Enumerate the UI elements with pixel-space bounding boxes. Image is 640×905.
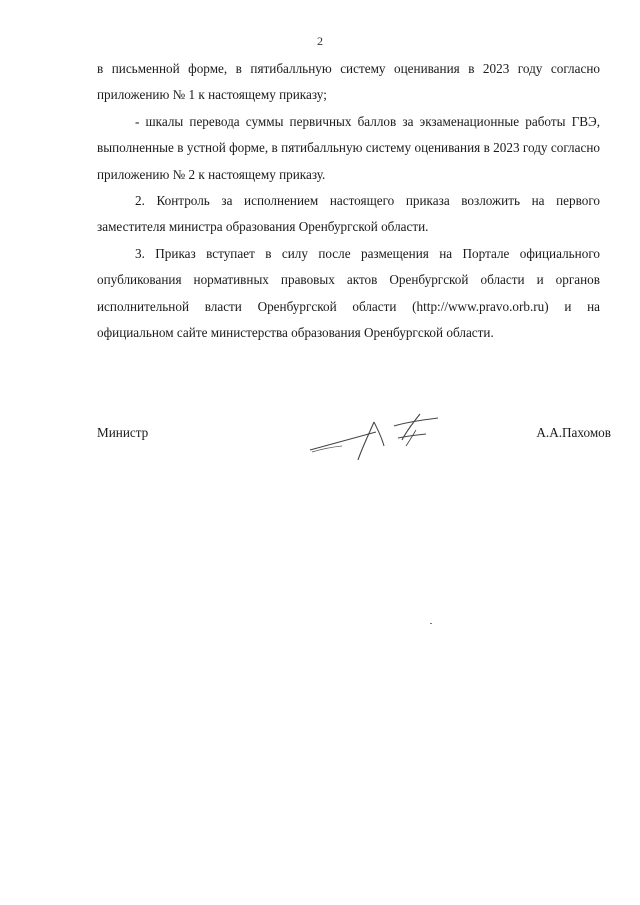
scan-artifact (430, 623, 432, 624)
signatory-name: А.А.Пахомов (536, 425, 611, 440)
page-number: 2 (317, 34, 323, 48)
paragraph-control: 2. Контроль за исполнением настоящего приказа возложить на первого заместителя министра образования Оренбургской области. (97, 193, 600, 235)
signatory-title: Министр (97, 425, 149, 440)
document-body (97, 56, 600, 346)
handwritten-signature (302, 402, 462, 462)
signature-block (97, 420, 611, 480)
paragraph-oral-scale: - шкалы перевода суммы первичных баллов за экзаменационные работы ГВЭ, выполненные в устной форме, в пятибалльную систему оценивания в 2023 году согласно приложению № 2 к настоящему приказу. (97, 113, 600, 182)
paragraph-continuation: в письменной форме, в пятибалльную систему оценивания в 2023 году согласно приложению № 1 к настоящему приказу; (97, 61, 600, 103)
paragraph-effective: 3. Приказ вступает в силу после размещения на Портале официального опубликования нормативных правовых актов Оренбургской области и органов исполнительной власти Оренбургской области (http://www.pravo.orb.ru) и на официальном сайте министерства образования Оренбургской области. (97, 245, 600, 341)
